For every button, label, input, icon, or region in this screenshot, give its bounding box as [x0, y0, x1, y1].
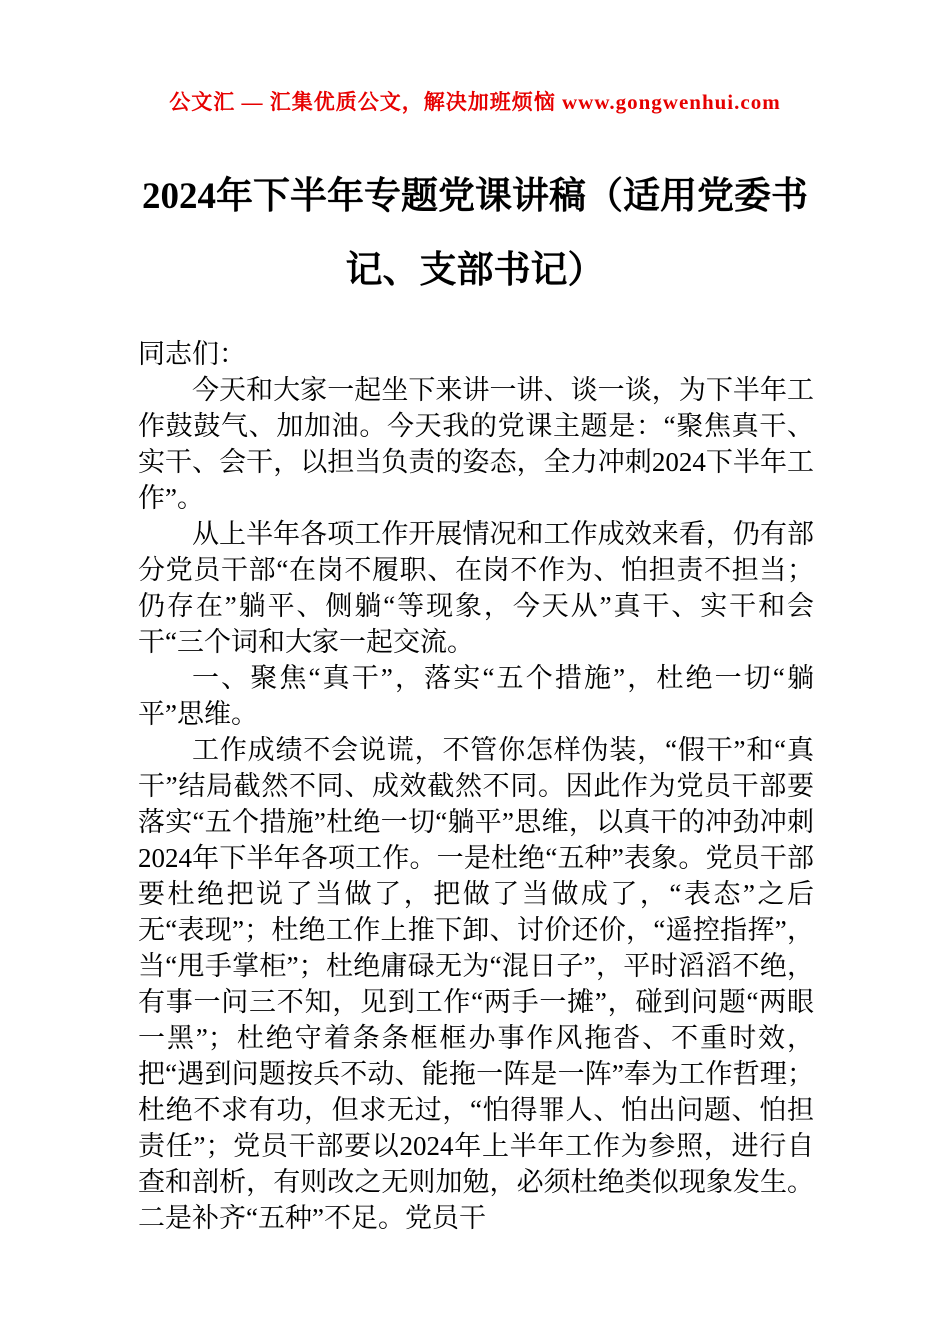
- title-line: 记、支部书记）: [345, 250, 605, 291]
- promo-text: 公文汇 — 汇集优质公文，解决加班烦恼 www.gongwenhui.com: [169, 90, 781, 114]
- paragraph: 一、聚焦“真干”，落实“五个措施”，杜绝一切“躺平”思维。: [138, 663, 814, 729]
- paragraph: 从上半年各项工作开展情况和工作成效来看，仍有部分党员干部“在岗不履职、在岗不作为、怕担责不担当；仍存在”躺平、侧躺“等现象，今天从”真干、实干和会干“三个词和大家一起交流。: [138, 519, 814, 657]
- document-body: [138, 336, 814, 1236]
- paragraph: 今天和大家一起坐下来讲一讲、谈一谈，为下半年工作鼓鼓气、加加油。今天我的党课主题是：“聚焦真干、实干、会干，以担当负责的姿态，全力冲刺2024下半年工作”。: [138, 375, 814, 513]
- paragraph: 工作成绩不会说谎，不管你怎样伪装，“假干”和“真干”结局截然不同、成效截然不同。因此作为党员干部要落实“五个措施”杜绝一切“躺平”思维，以真干的冲劲冲刺2024年下半年各项工作。一是杜绝“五种”表象。党员干部要杜绝把说了当做了，把做了当做成了，“表态”之后无“表现”；杜绝工作上推下卸、讨价还价，“遥控指挥”，当“甩手掌柜”；杜绝庸碌无为“混日子”，平时滔滔不绝，有事一问三不知，见到工作“两手一摊”，碰到问题“两眼一黑”；杜绝守着条条框框办事作风拖沓、不重时效，把“遇到问题按兵不动、能拖一阵是一阵”奉为工作哲理；杜绝不求有功，但求无过，“怕得罪人、怕出问题、怕担责任”；党员干部要以2024年上半年工作为参照，进行自查和剖析，有则改之无则加勉，必须杜绝类似现象发生。二是补齐“五种”不足。党员干: [138, 735, 814, 1233]
- title-line: 2024年下半年专题党课讲稿（适用党委书: [142, 176, 808, 217]
- paragraph: 同志们：: [138, 339, 246, 369]
- document-title: [100, 160, 850, 308]
- promo-header: [0, 86, 950, 116]
